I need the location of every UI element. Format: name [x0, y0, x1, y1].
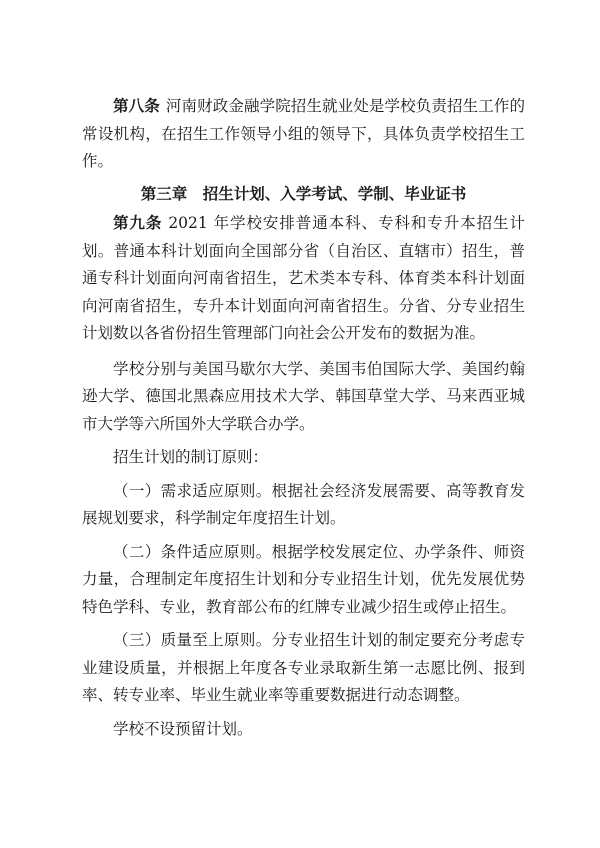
no-reserve-paragraph: 学校不设预留计划。 — [113, 719, 253, 738]
article-8-paragraph — [82, 92, 525, 176]
principles-intro-paragraph: 招生计划的制订原则： — [113, 448, 269, 466]
principle-3-paragraph: （三）质量至上原则。分专业招生计划的制定要充分考虑专业建设质量，并根据上年度各专业录取新生第一志愿比例、报到率、转专业率、毕业生就业率等重要数据进行动态调整。 — [82, 631, 525, 704]
article-9-label: 第九条 — [113, 213, 163, 232]
principle-1-paragraph: （一）需求适应原则。根据社会经济发展需要、高等教育发展规划要求，科学制定年度招生计划。 — [82, 481, 525, 527]
joint-program-paragraph: 学校分别与美国马歇尔大学、美国韦伯国际大学、美国约翰逊大学、德国北黑森应用技术大学、韩国草堂大学、马来西亚城市大学等六所国外大学联合办学。 — [82, 359, 525, 433]
article-9-paragraph — [82, 209, 525, 348]
principle-2-paragraph: （二）条件适应原则。根据学校发展定位、办学条件、师资力量，合理制定年度招生计划和分专业招生计划，优先发展优势特色学科、专业，教育部公布的红牌专业减少招生或停止招生。 — [82, 542, 525, 616]
article-9-text: 2021 年学校安排普通本科、专科和专升本招生计划。普通本科计划面向全国部分省（自治区、直辖市）招生，普通专科计划面向河南省招生，艺术类本专科、体育类本科计划面向河南省招生，专升本计划面向河南省招生。分省、分专业招生计划数以各省份招生管理部门向社会公开发布的数据为准。 — [82, 214, 525, 342]
document-body — [82, 92, 525, 743]
chapter-3-heading: 第三章 招生计划、入学考试、学制、毕业证书 — [140, 183, 467, 203]
article-8-text: 河南财政金融学院招生就业处是学校负责招生工作的常设机构，在招生工作领导小组的领导下，具体负责学校招生工作。 — [82, 97, 525, 170]
article-8-label: 第八条 — [113, 96, 160, 115]
